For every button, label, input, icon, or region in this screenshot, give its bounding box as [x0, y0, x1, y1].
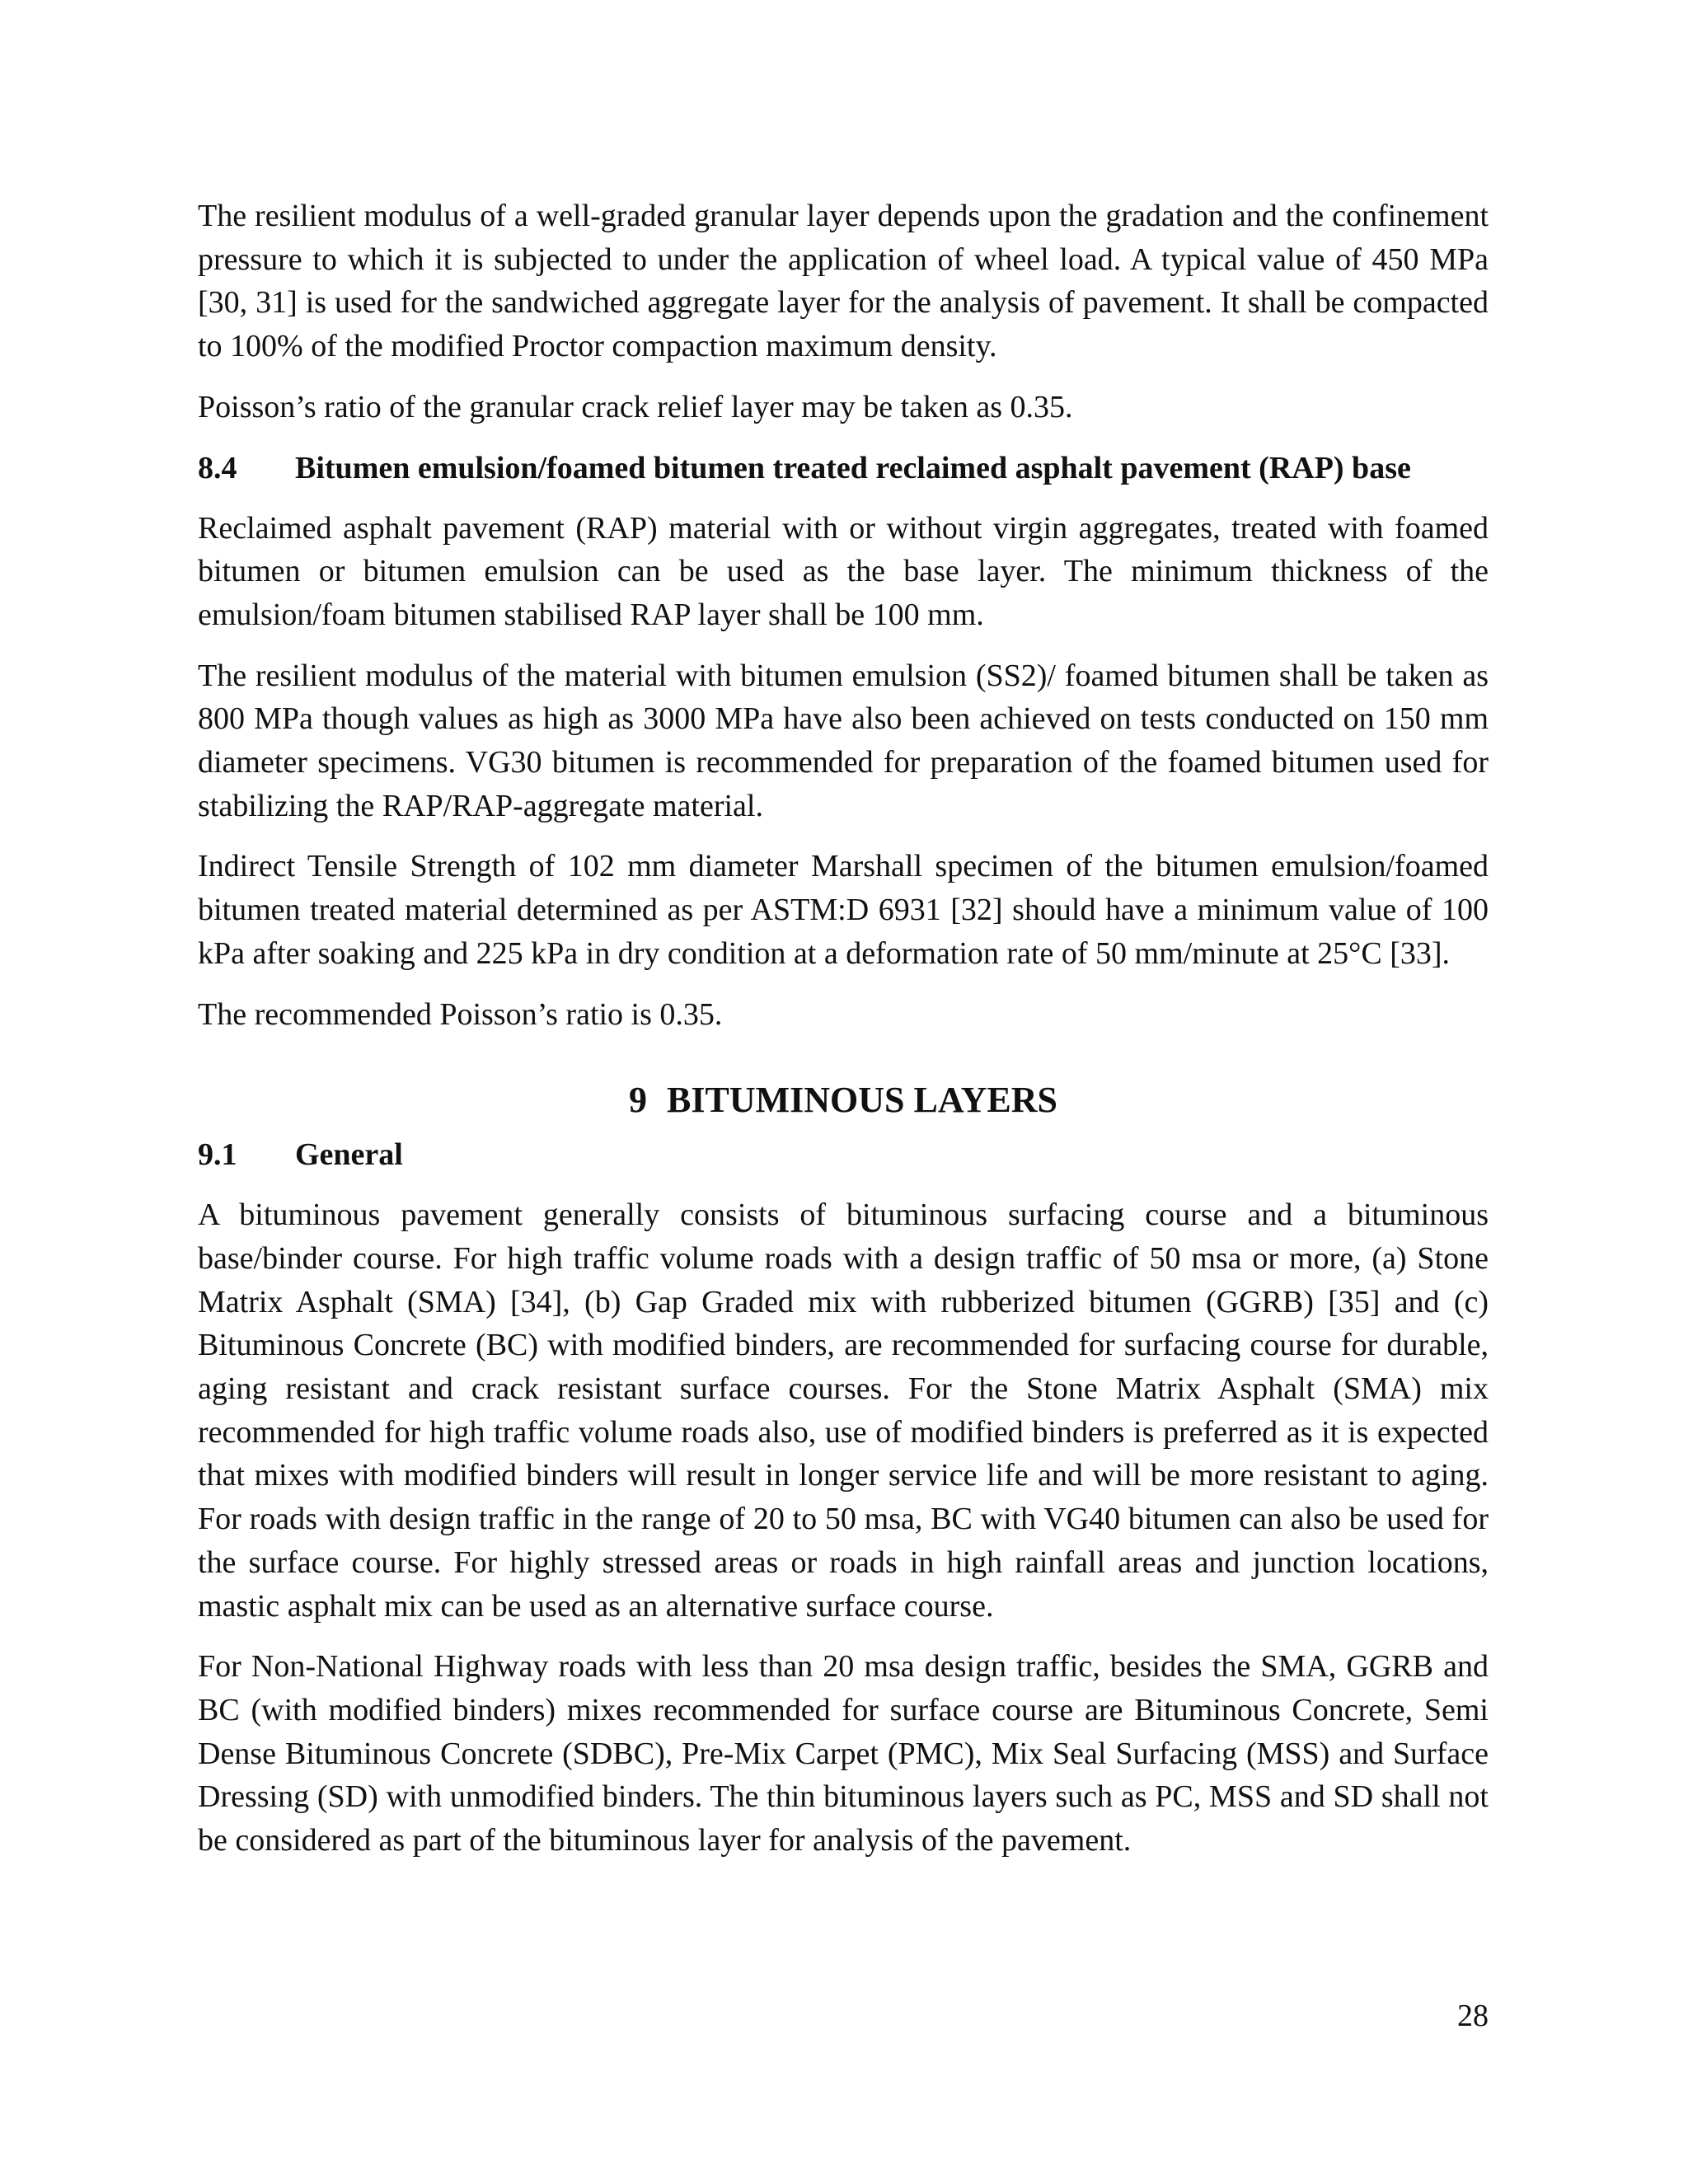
section-number: 8.4	[198, 450, 237, 485]
paragraph-rap-poisson: The recommended Poisson’s ratio is 0.35.	[198, 996, 723, 1032]
chapter-number: 9	[629, 1080, 648, 1121]
paragraph-indirect-tensile-strength: Indirect Tensile Strength of 102 mm diameter Marshall specimen of the bitumen emulsion/foamed bitumen treated material determined as per ASTM:D 6931 [32] should have a minimum value of 100 kPa after soaking and 225 kPa in dry condition at a deformation rate of 50 mm/minute at 25°C [33].	[198, 849, 1489, 971]
paragraph-bituminous-general: A bituminous pavement generally consists of bituminous surfacing course and a bituminous base/binder course. For high traffic volume roads with a design traffic of 50 msa or more, (a) Stone Matrix Asphalt (SMA) [34], (b) Gap Graded mix with rubberized bitumen (GGRB) [35] and (c) Bituminous Concrete (BC) with modified binders, are recommended for surfacing course for durable, aging resistant and crack resistant surface courses. For the Stone Matrix Asphalt (SMA) mix recommended for high traffic volume roads also, use of modified binders is preferred as it is expected that mixes with modified binders will result in longer service life and will be more resistant to aging. For roads with design traffic in the range of 20 to 50 msa, BC with VG40 bitumen can also be used for the surface course. For highly stressed areas or roads in high rainfall areas and junction locations, mastic asphalt mix can be used as an alternative surface course.	[198, 1197, 1489, 1624]
paragraph-resilient-modulus-granular: The resilient modulus of a well-graded granular layer depends upon the gradation and the confinement pressure to which it is subjected to under the application of wheel load. A typical value of 450 MPa [30, 31] is used for the sandwiched aggregate layer for the analysis of pavement. It shall be compacted to 100% of the modified Proctor compaction maximum density.	[198, 199, 1489, 364]
paragraph-poisson-granular: Poisson’s ratio of the granular crack relief layer may be taken as 0.35.	[198, 389, 1073, 424]
chapter-title: BITUMINOUS LAYERS	[667, 1080, 1057, 1121]
paragraph-rap-resilient-modulus: The resilient modulus of the material with bitumen emulsion (SS2)/ foamed bitumen shall be taken as 800 MPa though values as high as 3000 MPa have also been achieved on tests conducted on 150 mm diameter specimens. VG30 bitumen is recommended for preparation of the foamed bitumen used for stabilizing the RAP/RAP-aggregate material.	[198, 658, 1489, 823]
section-title: Bitumen emulsion/foamed bitumen treated reclaimed asphalt pavement (RAP) base	[295, 450, 1411, 485]
paragraph-rap-material: Reclaimed asphalt pavement (RAP) material with or without virgin aggregates, treated with foamed bitumen or bitumen emulsion can be used as the base layer. The minimum thickness of the emulsion/foam bitumen stabilised RAP layer shall be 100 mm.	[198, 510, 1489, 632]
section-number: 9.1	[198, 1137, 237, 1173]
section-heading-9-1	[198, 1133, 1489, 1176]
paragraph-non-national-highway: For Non-National Highway roads with less than 20 msa design traffic, besides the SMA, GGRB and BC (with modified binders) mixes recommended for surface course are Bituminous Concrete, Semi Dense Bituminous Concrete (SDBC), Pre-Mix Carpet (PMC), Mix Seal Surfacing (MSS) and Surface Dressing (SD) with unmodified binders. The thin bituminous layers such as PC, MSS and SD shall not be considered as part of the bituminous layer for analysis of the pavement.	[198, 1649, 1489, 1858]
section-heading-8-4	[198, 447, 1489, 490]
chapter-heading-9	[198, 1077, 1489, 1123]
page-number: 28	[1457, 1999, 1489, 2033]
document-page	[198, 194, 1489, 1880]
section-title: General	[295, 1137, 403, 1173]
